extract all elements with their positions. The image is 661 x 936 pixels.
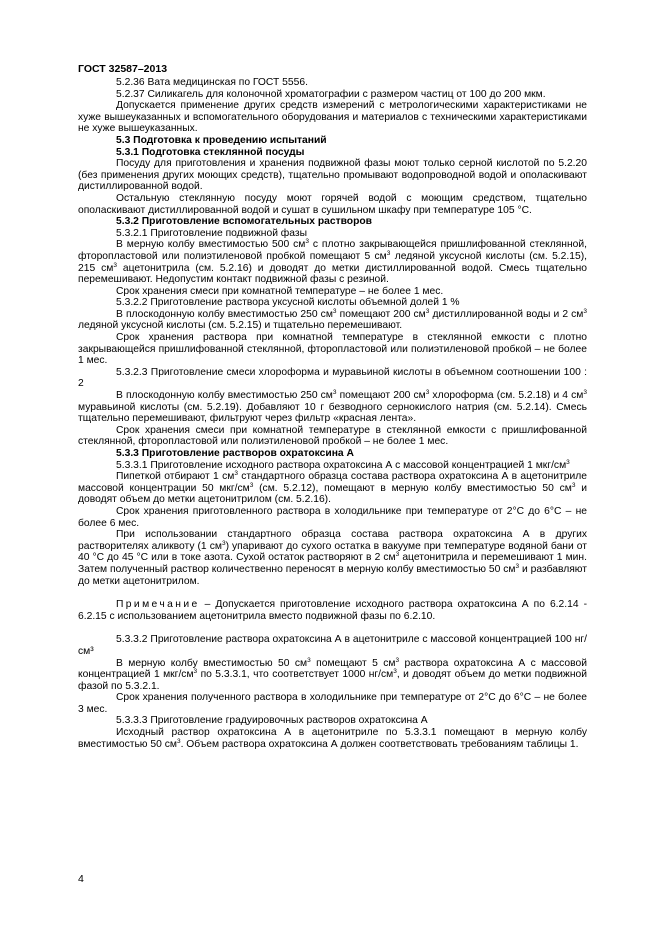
superscript: 3 <box>113 261 117 269</box>
superscript: 3 <box>307 656 311 664</box>
superscript: 3 <box>583 307 587 315</box>
paragraph-5-2-36: 5.2.36 Вата медицинская по ГОСТ 5556. <box>116 77 308 88</box>
superscript: 3 <box>425 307 430 315</box>
text-part: муравьиной кислоты (см. 5.2.19). Добавляют 10 г безводного сернокислого натрия (см. 5.2.14). Смесь тщательно перемешивают, фильтруют через фильтр «красная лента». <box>78 401 587 425</box>
superscript: 3 <box>515 562 520 570</box>
superscript: 3 <box>332 389 337 397</box>
paragraph-working-solution-storage: Срок хранения полученного раствора в холодильнике при температуре от 2°C до 6°C – не более 3 мес. <box>78 692 587 715</box>
subheading-5-3-3-3: 5.3.3.3 Приготовление градуировочных растворов охратоксина А <box>116 715 428 727</box>
note-text: – Допускается приготовление исходного раствора охратоксина А по 6.2.14 - 6.2.15 с использованием ацетонитрила вместо подвижной фазы по 6.2.10. <box>78 599 587 622</box>
paragraph-5-2-37: 5.2.37 Силикагель для колоночной хроматографии с размером частиц от 100 до 200 мкм. <box>116 88 546 100</box>
superscript: 3 <box>393 668 397 676</box>
paragraph-other-means: Допускается применение других средств измерений с метрологическими характеристиками не хуже вышеуказанных и вспомогательного оборудования и материалов с техническими характеристиками не хуже вышеуказанных. <box>78 100 587 135</box>
text-part: ледяной уксусной кислоты (см. 5.2.15) и тщательно перемешивают. <box>78 320 403 332</box>
text-part: ледяной уксусной кислоты (см. 5.2.15), 215 см <box>78 250 587 274</box>
paragraph-other-solvents <box>78 529 587 587</box>
text-part: дистиллированной воды и 2 см <box>429 308 584 320</box>
superscript: 3 <box>395 656 400 664</box>
subheading-5-3-2-3: 5.3.2.3 Приготовление смеси хлороформа и муравьиной кислоты в объемном соотношении 100 : 2 <box>78 366 587 390</box>
text-part: ) упаривают до сухого остатка в вакууме при температуре водяной бани от 40 °C до 45 °C или в токе азота. Сухой остаток растворяют в 2 см <box>78 540 587 564</box>
superscript: 3 <box>221 539 226 547</box>
superscript: 3 <box>305 238 309 246</box>
text-part: 5.3.3.1 Приготовление исходного раствора охратоксина А с массовой концентрацией 1 мкг/см <box>116 459 567 471</box>
paragraph-mobile-phase-storage: Срок хранения смеси при комнатной температуре – не более 1 мес. <box>116 285 444 297</box>
paragraph-acetic-acid-storage: Срок хранения раствора при комнатной температуре в стеклянной емкости с плотно закрывающейся пришлифованной стеклянной, фторопластовой или полиэтиленовой пробкой – не более 1 мес. <box>78 332 587 367</box>
text-part: Исходный раствор охратоксина А в ацетонитриле по 5.3.3.1 помещают в мерную колбу вместимостью 50 см <box>78 727 587 750</box>
superscript: 3 <box>583 389 587 397</box>
paragraph-working-solution-recipe <box>78 658 587 693</box>
text-part: В мерную колбу вместимостью 50 см <box>116 657 308 669</box>
paragraph-stock-solution-recipe <box>78 471 587 506</box>
text-part: раствора охратоксина А с массовой концентрацией 1 мкг/см <box>78 657 587 681</box>
superscript: 3 <box>249 481 254 489</box>
document-body <box>78 77 587 750</box>
paragraph-chloroform-storage: Срок хранения смеси при комнатной температуре в стеклянной емкости с пришлифованной стеклянной, фторопластовой или полиэтиленовой пробкой – не более 1 мес. <box>78 424 587 448</box>
text-part: . Объем раствора охратоксина А должен соответствовать требованиям таблицы 1. <box>180 738 579 750</box>
subheading-5-3-2-1: 5.3.2.1 Приготовление подвижной фазы <box>116 227 308 239</box>
paragraph-calibration-recipe <box>78 727 587 750</box>
note-label: Примечание <box>116 599 200 611</box>
superscript: 3 <box>332 307 337 315</box>
text-part: с плотно закрывающейся пришлифованной стеклянной, фторопластовой или полиэтиленовой пробкой помещают 5 см <box>78 239 588 262</box>
text-part: В плоскодонную колбу вместимостью 250 см <box>116 390 333 402</box>
superscript: 3 <box>386 249 391 257</box>
superscript: 3 <box>571 481 576 489</box>
text-part: (см. 5.2.12), помещают в мерную колбу вместимостью 50 см <box>253 482 572 494</box>
paragraph-mobile-phase-recipe <box>78 239 587 285</box>
superscript: 3 <box>234 470 238 478</box>
text-part: хлороформа (см. 5.2.18) и 4 см <box>429 390 584 402</box>
superscript: 3 <box>425 389 430 397</box>
paragraph-mobile-phase-glassware: Посуду для приготовления и хранения подвижной фазы моют только серной кислотой по 5.2.20 (без применения других моющих средств), тщательно промывают водопроводной водой и ополаскивают дистиллированной водой. <box>78 158 587 193</box>
superscript: 3 <box>176 737 181 745</box>
text-part: и разбавляют до метки ацетонитрилом. <box>78 563 587 587</box>
text-part: При использовании стандартного образца состава раствора охратоксина А в других растворителях аликвоту (1 см <box>78 529 587 552</box>
subheading-5-3-3-2: 5.3.3.2 Приготовление раствора охратоксина А в ацетонитриле с массовой концентрацией 100 нг/см³ <box>78 634 587 657</box>
superscript: 3 <box>193 668 198 676</box>
paragraph-acetic-acid-recipe <box>78 309 587 332</box>
text-part: по 5.3.3.1, что соответствует 1000 нг/см <box>197 669 394 681</box>
page-number: 4 <box>78 873 84 885</box>
text-part: помещают 200 см <box>336 390 426 402</box>
superscript: 3 <box>566 458 570 466</box>
text-part: ацетонитрила (см. 5.2.16) и доводят до метки дистиллированной водой. Смесь тщательно перемешивают. Недопустим контакт подвижной фазы с резиной. <box>78 262 587 286</box>
standard-header: ГОСТ 32587–2013 <box>78 63 168 75</box>
text-part: стандартного образца состава раствора охратоксина А в ацетонитриле массовой концентрации 50 мкг/см <box>78 471 587 494</box>
text-part: В мерную колбу вместимостью 500 см <box>116 239 306 251</box>
text-part: помещают 5 см <box>310 657 396 669</box>
text-part: ацетонитрила и перемешивают 1 мин. Затем полученный раствор количественно переносят в мерную колбу вместимостью 50 см <box>78 552 587 575</box>
text-part: помещают 200 см <box>336 308 426 320</box>
subheading-5-3-3-1 <box>78 460 587 472</box>
superscript: 3 <box>395 551 400 559</box>
text-part: и доводят объем до метки ацетонитрилом (см. 5.2.16). <box>78 482 587 506</box>
heading-5-3-3: 5.3.3 Приготовление растворов охратоксина А <box>116 448 354 459</box>
text-part: , и доводят объем до метки подвижной фазой по 5.3.2.1. <box>78 669 587 692</box>
text-part: Пипеткой отбирают 1 см <box>116 471 235 483</box>
paragraph-chloroform-recipe <box>78 390 587 425</box>
heading-5-3-1: 5.3.1 Подготовка стеклянной посуды <box>116 146 305 158</box>
paragraph-stock-solution-storage: Срок хранения приготовленного раствора в холодильнике при температуре от 2°C до 6°C – не более 6 мес. <box>78 505 587 529</box>
heading-5-3-2: 5.3.2 Приготовление вспомогательных растворов <box>116 216 373 228</box>
text-part: В плоскодонную колбу вместимостью 250 см <box>116 308 333 320</box>
subheading-5-3-2-2: 5.3.2.2 Приготовление раствора уксусной кислоты объемной долей 1 % <box>116 297 460 309</box>
paragraph-other-glassware: Остальную стеклянную посуду моют горячей водой с моющим средством, тщательно ополаскивают дистиллированной водой и сушат в сушильном шкафу при температуре 105 °C. <box>78 192 587 216</box>
heading-5-3: 5.3 Подготовка к проведению испытаний <box>116 134 327 146</box>
note <box>78 599 587 622</box>
